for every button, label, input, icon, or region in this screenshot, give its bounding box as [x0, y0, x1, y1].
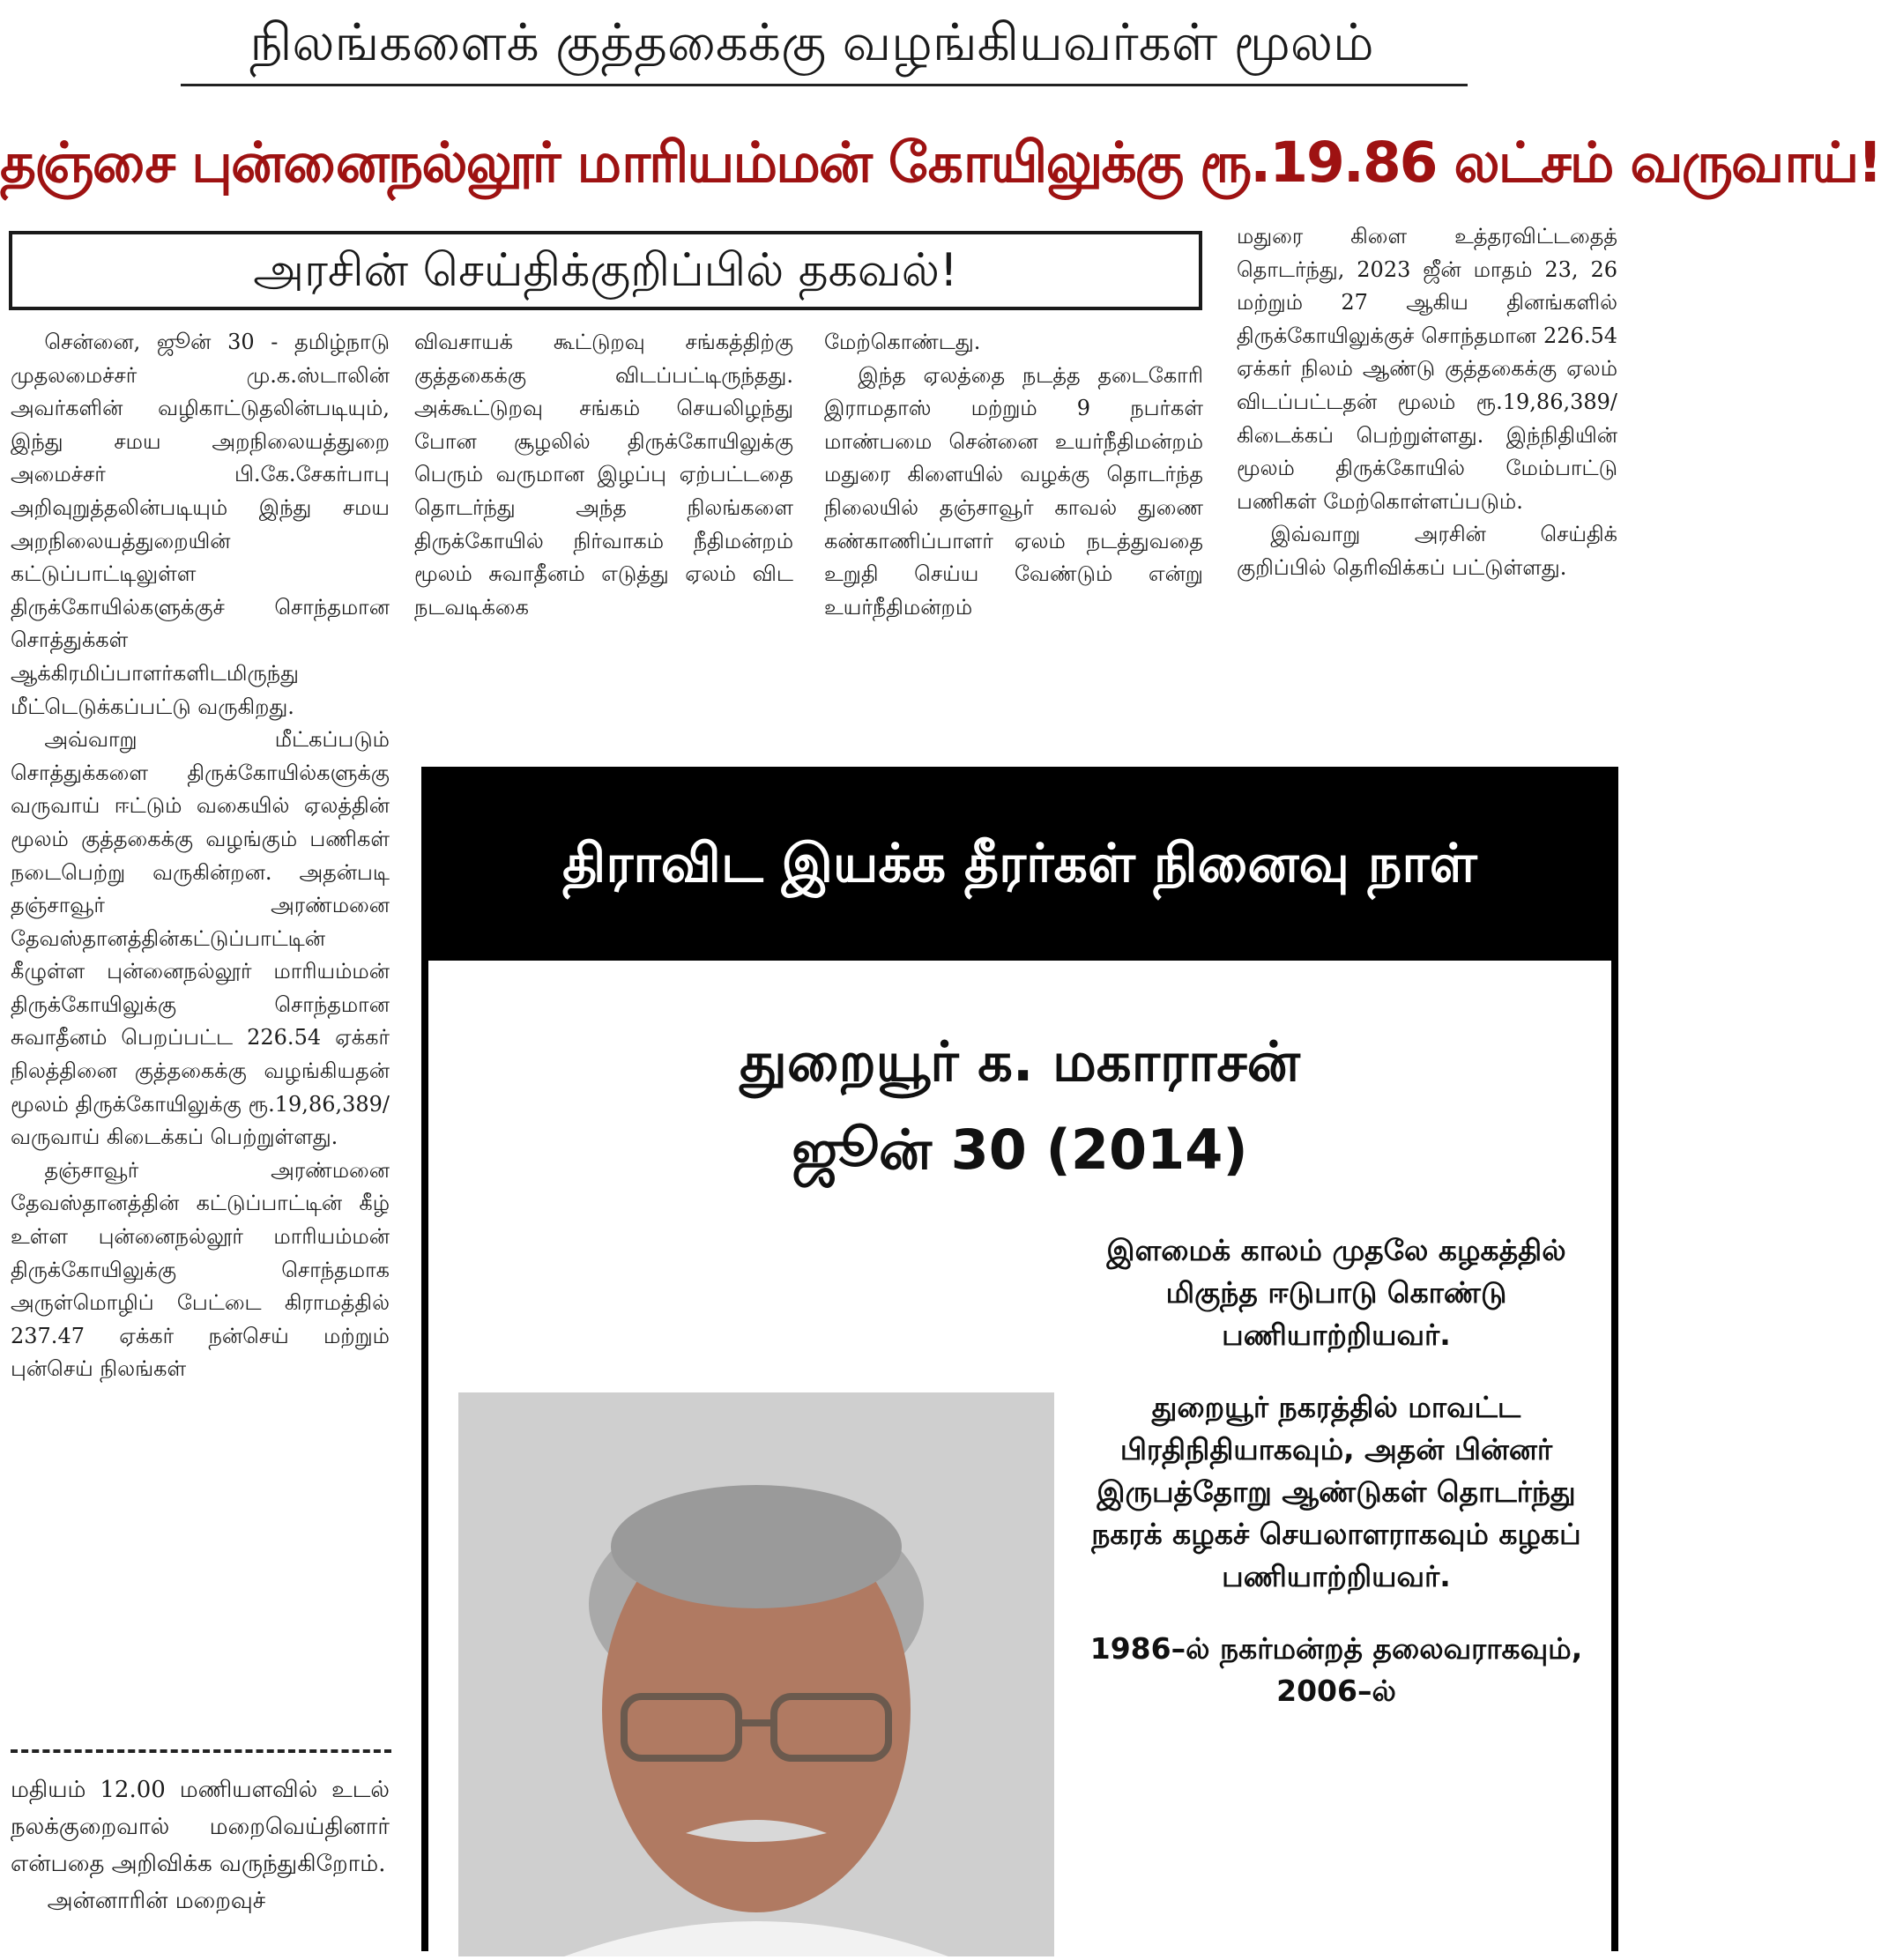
kicker-underline [181, 84, 1468, 86]
portrait-illustration [458, 1392, 1054, 1956]
article-column-1 [11, 326, 390, 1736]
memorial-name: துறையூர் க. மகாராசன் [740, 1029, 1300, 1094]
memorial-content [428, 961, 1611, 1951]
col4-paragraph-1: மதுரை கிளை உத்தரவிட்டதைத் தொடர்ந்து, 2023 ஜீன் மாதம் 23, 26 மற்றும் 27 ஆகிய தினங்களில் திருக்கோயிலுக்குச் சொந்தமான 226.54 ஏக்கர் நிலம் ஆண்டு குத்தகைக்கு ஏலம் விடப்பட்டதன் மூலம் ரூ.19,86,389/ கிடைக்கப் பெற்றுள்ளது. இந்நிதியின் மூலம் திருக்கோயில் மேம்பாட்டு பணிகள் மேற்கொள்ளப்படும். [1237, 224, 1617, 514]
memorial-paragraph-2: துறையூர் நகரத்தில் மாவட்ட பிரதிநிதியாகவும், அதன் பின்னர் இருபத்தோறு ஆண்டுகள் தொடர்ந்து நகரக் கழகச் செயலாளராகவும் கழகப் பணியாற்றியவர். [1091, 1390, 1581, 1593]
obituary-fragment [11, 1771, 390, 1951]
col2-paragraph-1: விவசாயக் கூட்டுறவு சங்கத்திற்கு குத்தகைக்கு விடப்பட்டிருந்தது. அக்கூட்டுறவு சங்கம் செயலிழந்து போன சூழலில் திருக்கோயிலுக்கு பெரும் வருமான இழப்பு ஏற்பட்டதை தொடர்ந்து அந்த நிலங்களை திருக்கோயில் நிர்வாகம் நீதிமன்றம் மூலம் சுவாதீனம் எடுத்து ஏலம் விட நடவடிக்கை [414, 330, 793, 620]
article-column-2 [414, 326, 793, 749]
col3-paragraph-2: இந்த ஏலத்தை நடத்த தடைகோரி இராமதாஸ் மற்றும் 9 நபர்கள் மாண்பமை சென்னை உயர்நீதிமன்றம் மதுரை கிளையில் வழக்கு தொடர்ந்த நிலையில் தஞ்சாவூர் காவல் துணை கண்காணிப்பாளர் ஏலம் நடத்துவதை உறுதி செய்ய வேண்டும் என்று உயர்நீதிமன்றம் [824, 362, 1203, 620]
col3-paragraph-1: மேற்கொண்டது. [824, 330, 981, 354]
article-subhead: அரசின் செய்திக்குறிப்பில் தகவல்! [9, 231, 1202, 310]
article-headline: தஞ்சை புன்னைநல்லூர் மாரியம்மன் கோயிலுக்கு ரூ.19.86 லட்சம் வருவாய்! [0, 130, 1881, 195]
memorial-paragraph-3: 1986–ல் நகர்மன்றத் தலைவராகவும், 2006–ல் [1089, 1631, 1583, 1708]
memorial-date: ஜூன் 30 (2014) [792, 1117, 1248, 1182]
col1-paragraph-1: சென்னை, ஜூன் 30 - தமிழ்நாடு முதலமைச்சர் மு.க.ஸ்டாலின் அவர்களின் வழிகாட்டுதலின்படியும், இந்து சமய அறநிலையத்துறை அமைச்சர் பி.கே.சேகர்பாபு அறிவுறுத்தலின்படியும் இந்து சமய அறநிலையத்துறையின் கட்டுப்பாட்டிலுள்ள திருக்கோயில்களுக்குச் சொந்தமான சொத்துக்கள் ஆக்கிரமிப்பாளர்களிடமிருந்து மீட்டெடுக்கப்பட்டு வருகிறது. [11, 330, 390, 719]
memorial-banner: திராவிட இயக்க தீரர்கள் நினைவு நாள் [562, 833, 1477, 895]
portrait-photo [458, 1392, 1054, 1956]
col4-paragraph-2: இவ்வாறு அரசின் செய்திக் குறிப்பில் தெரிவிக்கப் பட்டுள்ளது. [1237, 522, 1617, 580]
memorial-panel [421, 767, 1618, 1951]
obituary-paragraph-2: அன்னாரின் மறைவுச் [47, 1888, 266, 1914]
memorial-paragraph-1: இளமைக் காலம் முதலே கழகத்தில் மிகுந்த ஈடுபாடு கொண்டு பணியாற்றியவர். [1106, 1233, 1566, 1352]
article-column-3 [824, 326, 1203, 749]
col1-paragraph-2: அவ்வாறு மீட்கப்படும் சொத்துக்களை திருக்கோயில்களுக்கு வருவாய் ஈட்டும் வகையில் ஏலத்தின் மூலம் குத்தகைக்கு வழங்கும் பணிகள் நடைபெற்று வருகின்றன. அதன்படி தஞ்சாவூர் அரண்மனை தேவஸ்தானத்தின்கட்டுப்பாட்டின் கீழுள்ள புன்னைநல்லூர் மாரியம்மன் திருக்கோயிலுக்கு சொந்தமான சுவாதீனம் பெறப்பட்ட 226.54 ஏக்கர் நிலத்தினை குத்தகைக்கு வழங்கியதன் மூலம் திருக்கோயிலுக்கு ரூ.19,86,389/ வருவாய் கிடைக்கப் பெற்றுள்ளது. [11, 727, 390, 1150]
article-kicker: நிலங்களைக் குத்தகைக்கு வழங்கியவர்கள் மூலம் [249, 12, 1374, 72]
obituary-paragraph-1: மதியம் 12.00 மணியளவில் உடல் நலக்குறைவால் மறைவெய்தினார் என்பதை அறிவிக்க வருந்துகிறோம். [11, 1777, 390, 1877]
dashed-separator [11, 1749, 391, 1753]
memorial-biography [1081, 1229, 1592, 1742]
col1-paragraph-3: தஞ்சாவூர் அரண்மனை தேவஸ்தானத்தின் கட்டுப்பாட்டின் கீழ் உள்ள புன்னைநல்லூர் மாரியம்மன் திருக்கோயிலுக்கு சொந்தமாக அருள்மொழிப் பேட்டை கிராமத்தில் 237.47 ஏக்கர் நன்செய் மற்றும் புன்செய் நிலங்கள் [11, 1157, 390, 1382]
article-column-4 [1237, 220, 1617, 762]
